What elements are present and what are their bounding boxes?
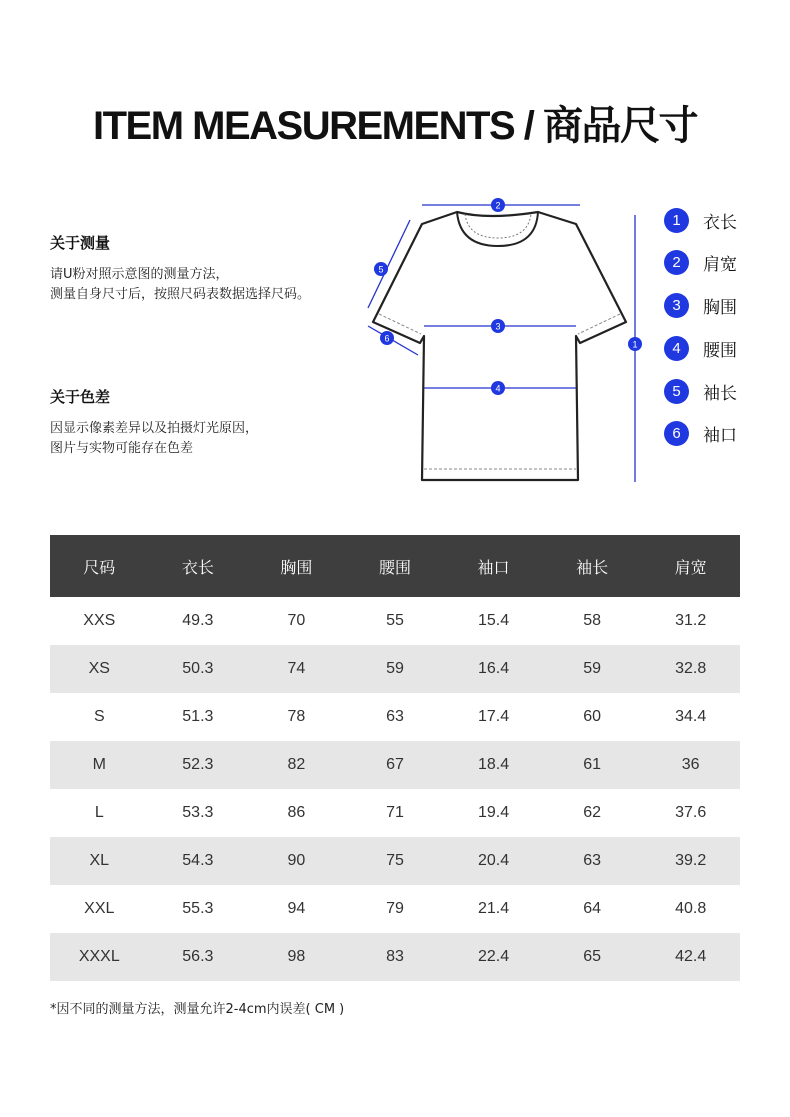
legend-number: 4 (664, 336, 689, 361)
marker-6: 6 (384, 333, 390, 344)
cell-sleeve: 62 (583, 804, 601, 821)
legend-label: 腰围 (703, 340, 737, 361)
cell-shoulder: 34.4 (675, 708, 707, 725)
table-row (50, 885, 740, 933)
cell-cuff: 15.4 (477, 612, 510, 629)
legend-item (664, 421, 737, 447)
cell-shoulder: 36 (681, 756, 700, 773)
measure-legend (664, 207, 737, 464)
cell-chest: 74 (287, 660, 306, 677)
cell-waist: 79 (386, 900, 404, 917)
cell-waist: 63 (386, 708, 404, 725)
cell-waist: 83 (386, 948, 404, 965)
cell-length: 50.3 (182, 660, 214, 677)
cell-sleeve: 60 (583, 708, 601, 725)
marker-3: 3 (495, 321, 501, 332)
cell-sleeve: 58 (583, 612, 601, 629)
page-title: ITEM MEASUREMENTS / 商品尺寸 (92, 104, 698, 148)
cell-cuff: 20.4 (477, 852, 510, 869)
header-waist: 腰围 (378, 559, 411, 577)
cell-waist: 67 (386, 756, 404, 773)
cell-cuff: 18.4 (477, 756, 510, 773)
cell-shoulder: 40.8 (675, 900, 707, 917)
cell-sleeve: 64 (583, 900, 601, 917)
table-header-row (50, 535, 740, 597)
tshirt-outline (373, 212, 626, 480)
cell-waist: 59 (386, 660, 404, 677)
cell-shoulder: 31.2 (675, 612, 707, 629)
header-cuff: 袖口 (477, 559, 510, 577)
marker-4: 4 (495, 383, 501, 394)
cell-length: 53.3 (182, 804, 214, 821)
cell-chest: 82 (287, 756, 306, 773)
color-info-line-1: 因显示像素差异以及拍摄灯光原因， (50, 421, 259, 436)
header-length: 衣长 (181, 559, 214, 577)
legend-label: 肩宽 (703, 255, 737, 276)
table-row (50, 741, 740, 789)
cell-size: XXL (84, 900, 115, 917)
legend-number: 3 (664, 293, 689, 318)
cell-length: 51.3 (182, 708, 214, 725)
cell-sleeve: 63 (583, 852, 601, 869)
cell-shoulder: 39.2 (675, 852, 707, 869)
tshirt-diagram (360, 190, 650, 490)
cell-size: S (93, 708, 105, 725)
cell-waist: 55 (386, 612, 404, 629)
cell-size: XXXL (78, 948, 120, 965)
color-info-title: 关于色差 (50, 388, 111, 406)
cell-shoulder: 32.8 (675, 660, 707, 677)
cell-chest: 94 (287, 900, 306, 917)
color-info (50, 386, 360, 459)
cell-sleeve: 59 (583, 660, 601, 677)
measure-info-line-2: 测量自身尺寸后，按照尺码表数据选择尺码。 (50, 287, 311, 302)
cell-chest: 90 (287, 852, 306, 869)
cell-chest: 98 (287, 948, 306, 965)
size-table (50, 535, 740, 981)
table-row (50, 645, 740, 693)
cell-length: 56.3 (182, 948, 214, 965)
cell-size: XXS (83, 612, 116, 629)
legend-label: 袖长 (703, 383, 737, 404)
header-shoulder: 肩宽 (674, 559, 707, 577)
cell-sleeve: 61 (583, 756, 601, 773)
cell-cuff: 19.4 (477, 804, 510, 821)
legend-label: 胸围 (703, 298, 737, 319)
cell-cuff: 22.4 (477, 948, 510, 965)
cell-cuff: 21.4 (477, 900, 510, 917)
legend-number: 6 (664, 421, 689, 446)
legend-label: 袖口 (703, 426, 737, 447)
table-row (50, 597, 740, 645)
marker-2: 2 (495, 200, 501, 211)
legend-item (664, 378, 737, 404)
cell-cuff: 17.4 (477, 708, 510, 725)
legend-number: 1 (664, 208, 689, 233)
cell-size: L (94, 804, 104, 821)
cell-cuff: 16.4 (477, 660, 510, 677)
cell-shoulder: 37.6 (675, 804, 707, 821)
cell-chest: 70 (287, 612, 306, 629)
cell-waist: 71 (386, 804, 404, 821)
cell-length: 52.3 (182, 756, 214, 773)
cell-length: 49.3 (182, 612, 214, 629)
table-row (50, 789, 740, 837)
table-row (50, 837, 740, 885)
cell-chest: 86 (287, 804, 306, 821)
legend-label: 衣长 (703, 212, 737, 233)
cell-sleeve: 65 (583, 948, 601, 965)
legend-number: 2 (664, 250, 689, 275)
color-info-line-2: 图片与实物可能存在色差 (50, 441, 194, 456)
tshirt-illustration (360, 190, 650, 490)
marker-1: 1 (632, 339, 638, 350)
measure-info (50, 232, 360, 305)
cell-shoulder: 42.4 (675, 948, 707, 965)
measure-info-title: 关于测量 (50, 234, 111, 252)
cell-chest: 78 (287, 708, 306, 725)
measure-info-line-1: 请U粉对照示意图的测量方法， (50, 267, 229, 282)
legend-number: 5 (664, 379, 689, 404)
legend-item (664, 293, 737, 319)
cell-size: XS (88, 660, 110, 677)
table-row (50, 933, 740, 981)
footnote: *因不同的测量方法，测量允许2-4cm内误差( CM ) (50, 1002, 345, 1017)
header-chest: 胸围 (280, 559, 313, 577)
header-size: 尺码 (83, 559, 116, 577)
legend-item (664, 335, 737, 361)
cell-length: 54.3 (182, 852, 214, 869)
legend-item (664, 250, 737, 276)
cell-size: XL (89, 852, 110, 869)
marker-5: 5 (378, 264, 384, 275)
cell-waist: 75 (386, 852, 404, 869)
table-row (50, 693, 740, 741)
cell-length: 55.3 (182, 900, 214, 917)
legend-item (664, 207, 737, 233)
cell-size: M (92, 756, 106, 773)
header-sleeve: 袖长 (576, 559, 609, 577)
